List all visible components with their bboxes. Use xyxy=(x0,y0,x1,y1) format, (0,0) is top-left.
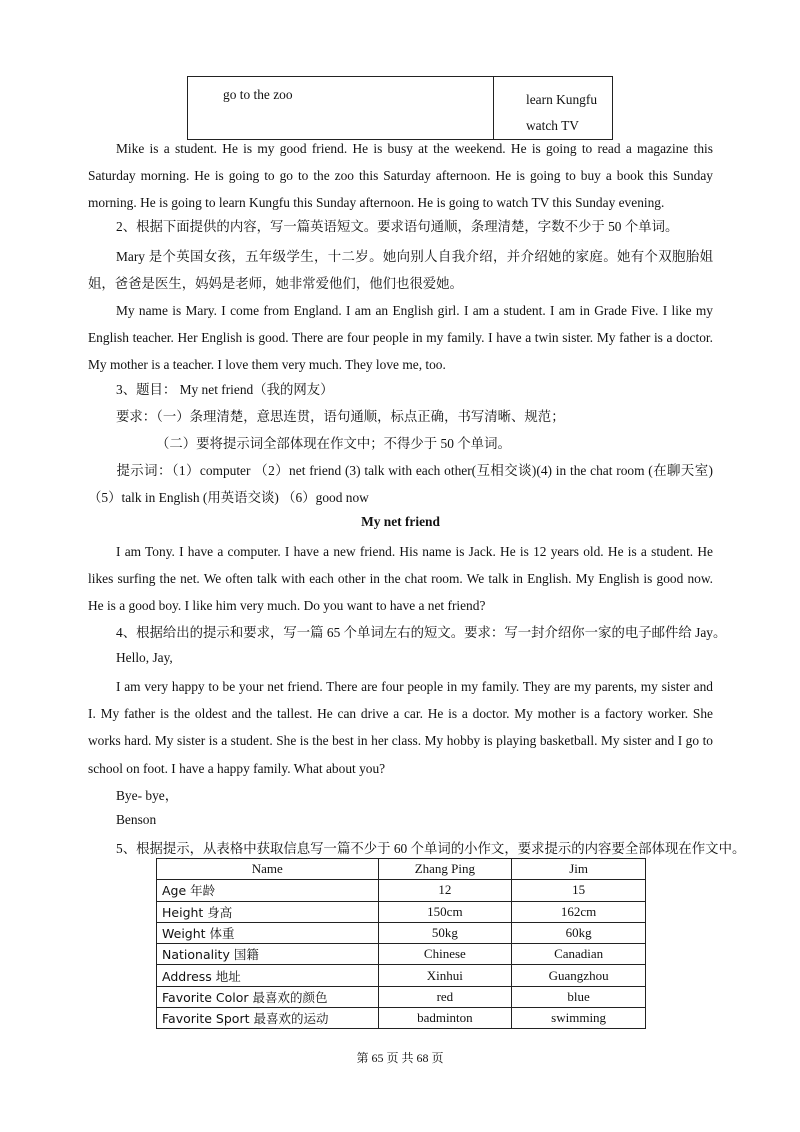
table-cell: Chinese xyxy=(378,944,512,965)
question-2-prompt: Mary 是个英国女孩，五年级学生，十二岁。她向别人自我介绍，并介绍她的家庭。她有个双胞胎姐姐，爸爸是医生，妈妈是老师，她非常爱他们，他们也很爱她。 xyxy=(88,249,713,292)
table-row xyxy=(157,922,646,943)
table-cell: 50kg xyxy=(378,922,512,943)
table-cell: red xyxy=(378,986,512,1007)
table-cell: Canadian xyxy=(512,944,646,965)
table-cell: Xinhui xyxy=(378,965,512,986)
table-row xyxy=(157,901,646,922)
email-closing: Bye- bye， xyxy=(116,788,179,803)
table-cell: swimming xyxy=(512,1008,646,1029)
table-cell: Address 地址 xyxy=(157,965,379,986)
table-cell: Weight 体重 xyxy=(157,922,379,943)
table-cell: Height 身高 xyxy=(157,901,379,922)
email-signature: Benson xyxy=(116,812,157,827)
activity-cell-right xyxy=(494,77,613,140)
table-cell: blue xyxy=(512,986,646,1007)
essay-heading: My net friend xyxy=(361,514,440,529)
question-3-requirement-2: （二）要将提示词全部体现在作文中；不得少于 50 个单词。 xyxy=(156,436,511,451)
question-3-answer: I am Tony. I have a computer. I have a new friend. His name is Jack. He is 12 years old. He is a student. He likes surfing the net. We often talk with each other in the chat room. We talk in English. My English is good now. He is a good boy. I like him very much. Do you want to have a net friend? xyxy=(88,544,713,614)
question-3-title: 3、题目： My net friend（我的网友） xyxy=(116,382,334,397)
table-cell: 150cm xyxy=(378,901,512,922)
table-row xyxy=(157,1008,646,1029)
table-row xyxy=(157,944,646,965)
question-2: 2、根据下面提供的内容，写一篇英语短文。要求语句通顺，条理清楚，字数不少于 50 个单词。 xyxy=(116,219,679,234)
email-greeting: Hello, Jay, xyxy=(116,650,173,665)
activity-cell-left: go to the zoo xyxy=(188,77,494,140)
question-4: 4、根据给出的提示和要求，写一篇 65 个单词左右的短文。要求：写一封介绍你一家的电子邮件给 Jay。 xyxy=(116,625,727,640)
activity-table xyxy=(187,76,613,140)
table-header-cell: Jim xyxy=(512,859,646,880)
table-header-cell: Zhang Ping xyxy=(378,859,512,880)
table-row xyxy=(157,986,646,1007)
table-cell: 162cm xyxy=(512,901,646,922)
table-header-row xyxy=(157,859,646,880)
table-cell: Favorite Color 最喜欢的颜色 xyxy=(157,986,379,1007)
activity-item: learn Kungfu xyxy=(526,92,598,107)
table-header-cell: Name xyxy=(157,859,379,880)
question-5: 5、根据提示，从表格中获取信息写一篇不少于 60 个单词的小作文，要求提示的内容要全部体现在作文中。 xyxy=(116,841,746,856)
question-3-hints: 提示词：（1）computer （2）net friend (3) talk with each other(互相交谈)(4) in the chat room (在聊天室) （5）talk in English (用英语交谈) （6）good now xyxy=(88,463,713,506)
table-cell: Nationality 国籍 xyxy=(157,944,379,965)
page-footer: 第 65 页 共 68 页 xyxy=(356,1051,444,1065)
table-row xyxy=(157,880,646,901)
table-cell: Age 年龄 xyxy=(157,880,379,901)
activity-item: watch TV xyxy=(526,118,579,133)
table-cell: 12 xyxy=(378,880,512,901)
table-cell: Favorite Sport 最喜欢的运动 xyxy=(157,1008,379,1029)
table-row xyxy=(157,965,646,986)
email-body: I am very happy to be your net friend. There are four people in my family. They are my parents, my sister and I. My father is the oldest and the tallest. He can drive a car. He is a doctor. My mother is a factory worker. She works hard. My sister is a student. She is the best in her class. My hobby is playing basketball. My sister and I go to school on foot. I have a happy family. What about you? xyxy=(88,679,713,776)
info-table xyxy=(156,858,646,1029)
table-cell: Guangzhou xyxy=(512,965,646,986)
table-cell: badminton xyxy=(378,1008,512,1029)
table-cell: 15 xyxy=(512,880,646,901)
table-cell: 60kg xyxy=(512,922,646,943)
question-3-requirement-1: 要求：（一）条理清楚，意思连贯，语句通顺，标点正确，书写清晰、规范； xyxy=(116,409,565,424)
question-2-answer: My name is Mary. I come from England. I am an English girl. I am a student. I am in Grade Five. I like my English teacher. Her English is good. There are four people in my family. I have a twin sister. My father is a doctor. My mother is a teacher. I love them very much. They love me, too. xyxy=(88,303,713,373)
mike-paragraph: Mike is a student. He is my good friend. He is busy at the weekend. He is going to read a magazine this Saturday morning. He is going to go to the zoo this Saturday afternoon. He is going to buy a book this Sunday morning. He is going to learn Kungfu this Sunday afternoon. He is going to watch TV this Sunday evening. xyxy=(88,141,713,211)
